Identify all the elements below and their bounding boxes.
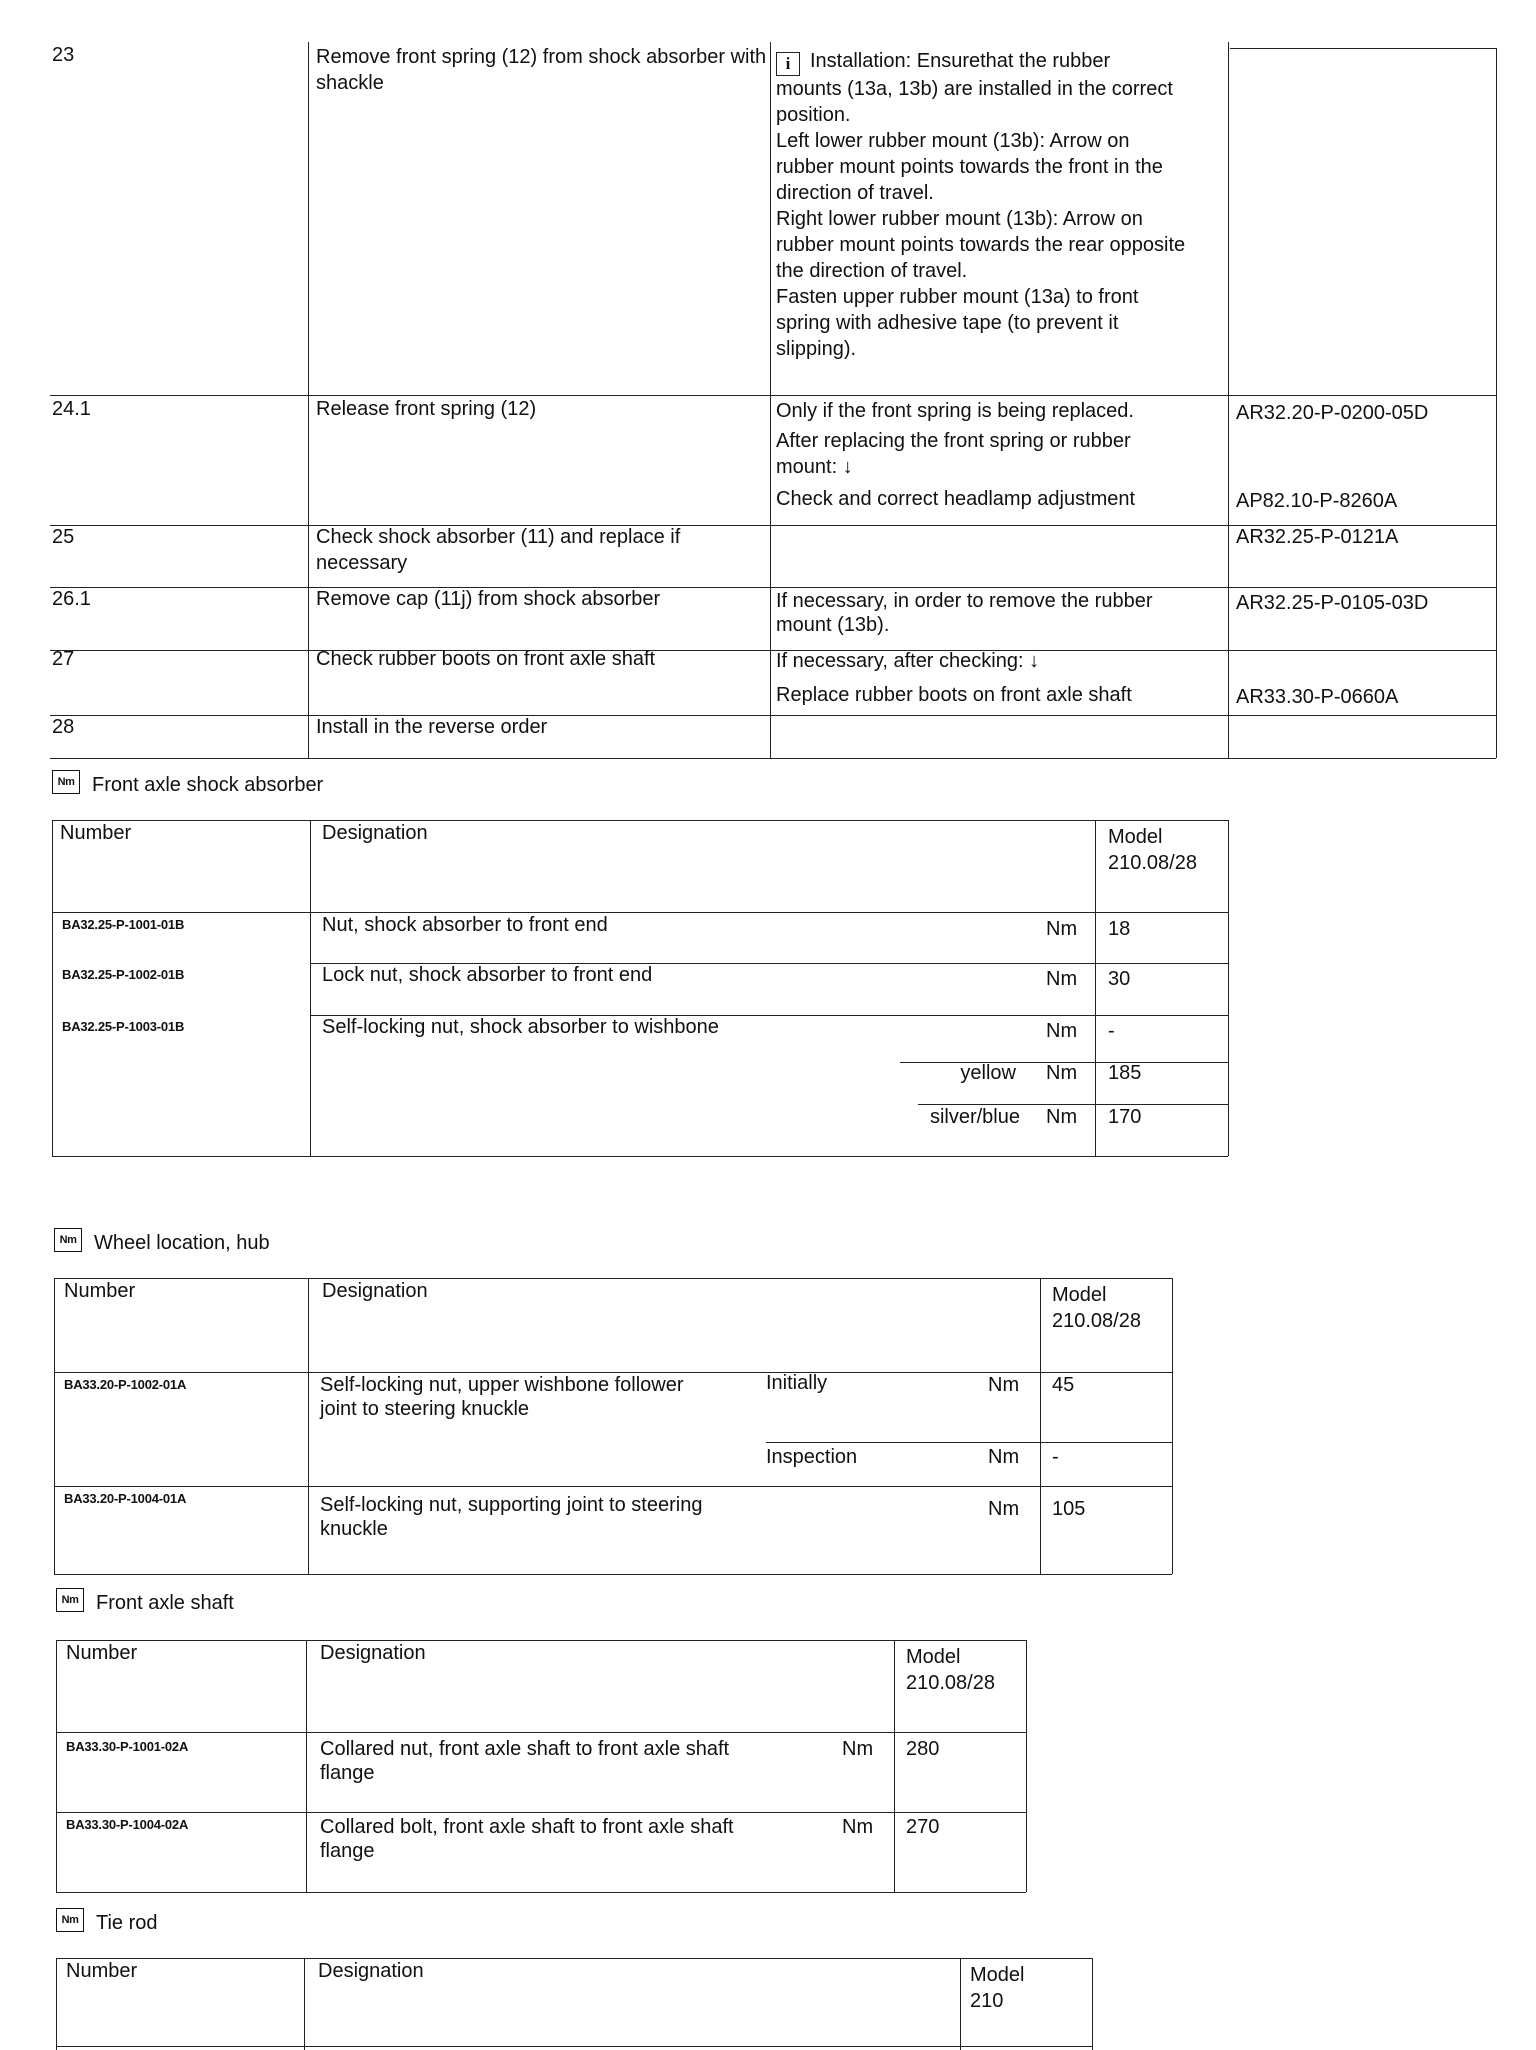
torque-value: 170 [1108, 1106, 1142, 1128]
reference-link[interactable]: AR32.20-P-0200-05D [1236, 402, 1429, 424]
torque-value: - [1052, 1446, 1059, 1468]
designation: Nut, shock absorber to front end [322, 914, 608, 936]
step-action: Release front spring (12) [316, 398, 537, 420]
column-header: Model [1108, 826, 1163, 848]
reference-link[interactable]: AR32.25-P-0105-03D [1236, 592, 1429, 614]
torque-value: 185 [1108, 1062, 1142, 1084]
stage-label: Initially [766, 1372, 828, 1394]
section-title: Front axle shaft [96, 1592, 234, 1614]
unit: Nm [1046, 1020, 1078, 1042]
step-note: If necessary, in order to remove the rubber [776, 590, 1153, 612]
reference-link[interactable]: AR33.30-P-0660A [1236, 686, 1399, 708]
designation: Self-locking nut, shock absorber to wishbone [322, 1016, 719, 1038]
unit: Nm [842, 1738, 874, 1760]
step-action: Remove front spring (12) from shock absorber with shackle [316, 46, 767, 94]
column-header: Designation [322, 822, 428, 844]
torque-value: 270 [906, 1816, 940, 1838]
designation: knuckle [320, 1518, 388, 1540]
unit: Nm [842, 1816, 874, 1838]
part-number: BA32.25-P-1002-01B [62, 967, 185, 982]
column-header: 210.08/28 [1108, 852, 1197, 874]
designation: Self-locking nut, supporting joint to steering [320, 1494, 703, 1516]
step-action: Remove cap (11j) from shock absorber [316, 588, 661, 610]
column-header: Model [1052, 1284, 1107, 1306]
column-header: Designation [320, 1642, 426, 1664]
step-number: 27 [52, 648, 75, 670]
unit: Nm [1046, 968, 1078, 990]
part-number: BA33.20-P-1004-01A [64, 1491, 187, 1506]
designation: Collared bolt, front axle shaft to front axle shaft [320, 1816, 734, 1838]
step-action: necessary [316, 552, 408, 574]
unit: Nm [988, 1374, 1020, 1396]
designation: Self-locking nut, upper wishbone follower [320, 1374, 684, 1396]
part-number: BA33.30-P-1001-02A [66, 1739, 189, 1754]
nm-torque-icon: Nm [52, 770, 80, 794]
designation: Lock nut, shock absorber to front end [322, 964, 653, 986]
step-number: 25 [52, 526, 75, 548]
torque-value: 280 [906, 1738, 940, 1760]
nm-torque-icon: Nm [54, 1228, 82, 1252]
torque-value: 45 [1052, 1374, 1075, 1396]
part-number: BA32.25-P-1003-01B [62, 1019, 185, 1034]
step-number: 24.1 [52, 398, 91, 420]
variant-label: silver/blue [929, 1106, 1020, 1128]
torque-value: 105 [1052, 1498, 1086, 1520]
step-number: 23 [52, 44, 75, 66]
column-header: 210.08/28 [1052, 1310, 1141, 1332]
step-number: 28 [52, 716, 75, 738]
column-header: Number [64, 1280, 136, 1302]
stage-label: Inspection [766, 1446, 858, 1468]
step-note: mount: ↓ [776, 456, 853, 478]
column-header: 210.08/28 [906, 1672, 995, 1694]
step-note: Only if the front spring is being replaced. [776, 400, 1134, 422]
torque-value: 18 [1108, 918, 1131, 940]
reference-link[interactable]: AP82.10-P-8260A [1236, 490, 1398, 512]
variant-label: yellow [960, 1062, 1016, 1084]
step-note: After replacing the front spring or rubber [776, 430, 1131, 452]
torque-value: 30 [1108, 968, 1131, 990]
column-header: 210 [970, 1990, 1004, 2012]
column-header: Designation [322, 1280, 428, 1302]
reference-link[interactable]: AR32.25-P-0121A [1236, 526, 1399, 548]
designation: Collared nut, front axle shaft to front axle shaft [320, 1738, 730, 1760]
step-note: Replace rubber boots on front axle shaft [776, 684, 1132, 706]
designation: flange [320, 1762, 375, 1784]
section-title: Wheel location, hub [94, 1232, 270, 1254]
unit: Nm [1046, 1062, 1078, 1084]
step-action: Install in the reverse order [316, 716, 548, 738]
part-number: BA33.30-P-1004-02A [66, 1817, 189, 1832]
step-note: i Installation: Ensurethat the rubber mounts (13a, 13b) are installed in the correct position. Left lower rubber mount (13b): Arrow on rubber mount points towards the front in the direction of travel. Right lower rubber mount (13b): Arrow on rubber mount points towards the rear opposite the direction of travel. Fasten upper rubber mount (13a) to front spring with adhesive tape (to prevent it slipping). [776, 50, 1186, 360]
step-note: If necessary, after checking: ↓ [776, 650, 1040, 672]
unit: Nm [988, 1498, 1020, 1520]
part-number: BA32.25-P-1001-01B [62, 917, 185, 932]
designation: flange [320, 1840, 375, 1862]
column-header: Model [906, 1646, 961, 1668]
section-title: Tie rod [96, 1912, 158, 1934]
nm-torque-icon: Nm [56, 1908, 84, 1932]
column-header: Number [66, 1960, 138, 1982]
column-header: Designation [318, 1960, 424, 1982]
step-action: Check shock absorber (11) and replace if [316, 526, 681, 548]
info-icon: i [776, 52, 800, 76]
column-header: Number [66, 1642, 138, 1664]
step-number: 26.1 [52, 588, 91, 610]
unit: Nm [1046, 918, 1078, 940]
nm-torque-icon: Nm [56, 1588, 84, 1612]
torque-value: - [1108, 1020, 1115, 1042]
part-number: BA33.20-P-1002-01A [64, 1377, 187, 1392]
designation: joint to steering knuckle [320, 1398, 530, 1420]
step-action: Check rubber boots on front axle shaft [316, 648, 656, 670]
column-header: Number [60, 822, 132, 844]
section-title: Front axle shock absorber [92, 774, 324, 796]
step-note: Check and correct headlamp adjustment [776, 488, 1136, 510]
unit: Nm [1046, 1106, 1078, 1128]
unit: Nm [988, 1446, 1020, 1468]
column-header: Model [970, 1964, 1025, 1986]
step-note: mount (13b). [776, 614, 890, 636]
